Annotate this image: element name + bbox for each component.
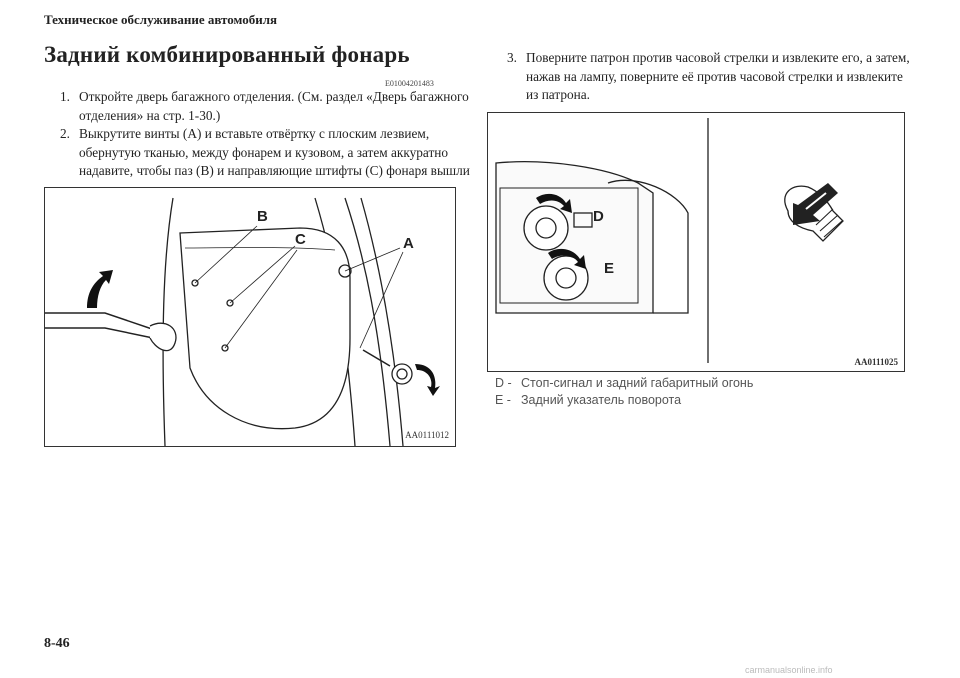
legend-text: Задний указатель поворота — [521, 393, 682, 407]
page-title: Задний комбинированный фонарь — [44, 42, 410, 67]
figure-code: AA0111025 — [854, 357, 898, 367]
document-code: E01004201483 — [385, 79, 434, 88]
section-header: Техническое обслуживание автомобиля — [44, 12, 278, 27]
label-c: C — [295, 231, 306, 248]
step-text: Выкрутите винты (А) и вставьте отвёртку с плоским лезвием, обернутую тканью, между фонарем и кузовом, а затем аккуратно надавите, чтобы паз (B) и направляющие штифты (C) фонаря вышли — [79, 126, 470, 178]
bulb-socket-illustration — [488, 113, 904, 371]
step-item — [60, 88, 470, 125]
page-number: 8-46 — [44, 636, 70, 651]
step-item — [507, 49, 917, 105]
steps-right — [507, 49, 917, 105]
lamp-removal-illustration — [45, 188, 455, 446]
figure-code: AA0111012 — [405, 430, 449, 440]
legend-item — [495, 375, 753, 392]
step-text: Откройте дверь багажного отделения. (См. раздел «Дверь багажного отделения» на стр. 1-30.) — [79, 89, 469, 123]
watermark: carmanualsonline.info — [745, 665, 833, 675]
step-number: 1. — [60, 89, 70, 104]
step-number: 3. — [507, 50, 517, 65]
figure-bulb-socket — [487, 112, 905, 372]
legend-key: E - — [495, 393, 511, 407]
legend-key: D - — [495, 376, 512, 390]
label-a: A — [403, 235, 414, 252]
step-number: 2. — [60, 126, 70, 141]
label-e: E — [604, 260, 615, 277]
figure-legend — [495, 375, 753, 409]
label-b: B — [257, 208, 268, 225]
label-d: D — [593, 208, 604, 225]
steps-left — [60, 88, 470, 199]
legend-item — [495, 392, 753, 409]
step-text: Поверните патрон против часовой стрелки и извлеките его, а затем, нажав на лампу, поверните её против часовой стрелки и извлеките из патрона. — [526, 50, 910, 102]
figure-lamp-removal — [44, 187, 456, 447]
legend-text: Стоп-сигнал и задний габаритный огонь — [521, 376, 754, 390]
